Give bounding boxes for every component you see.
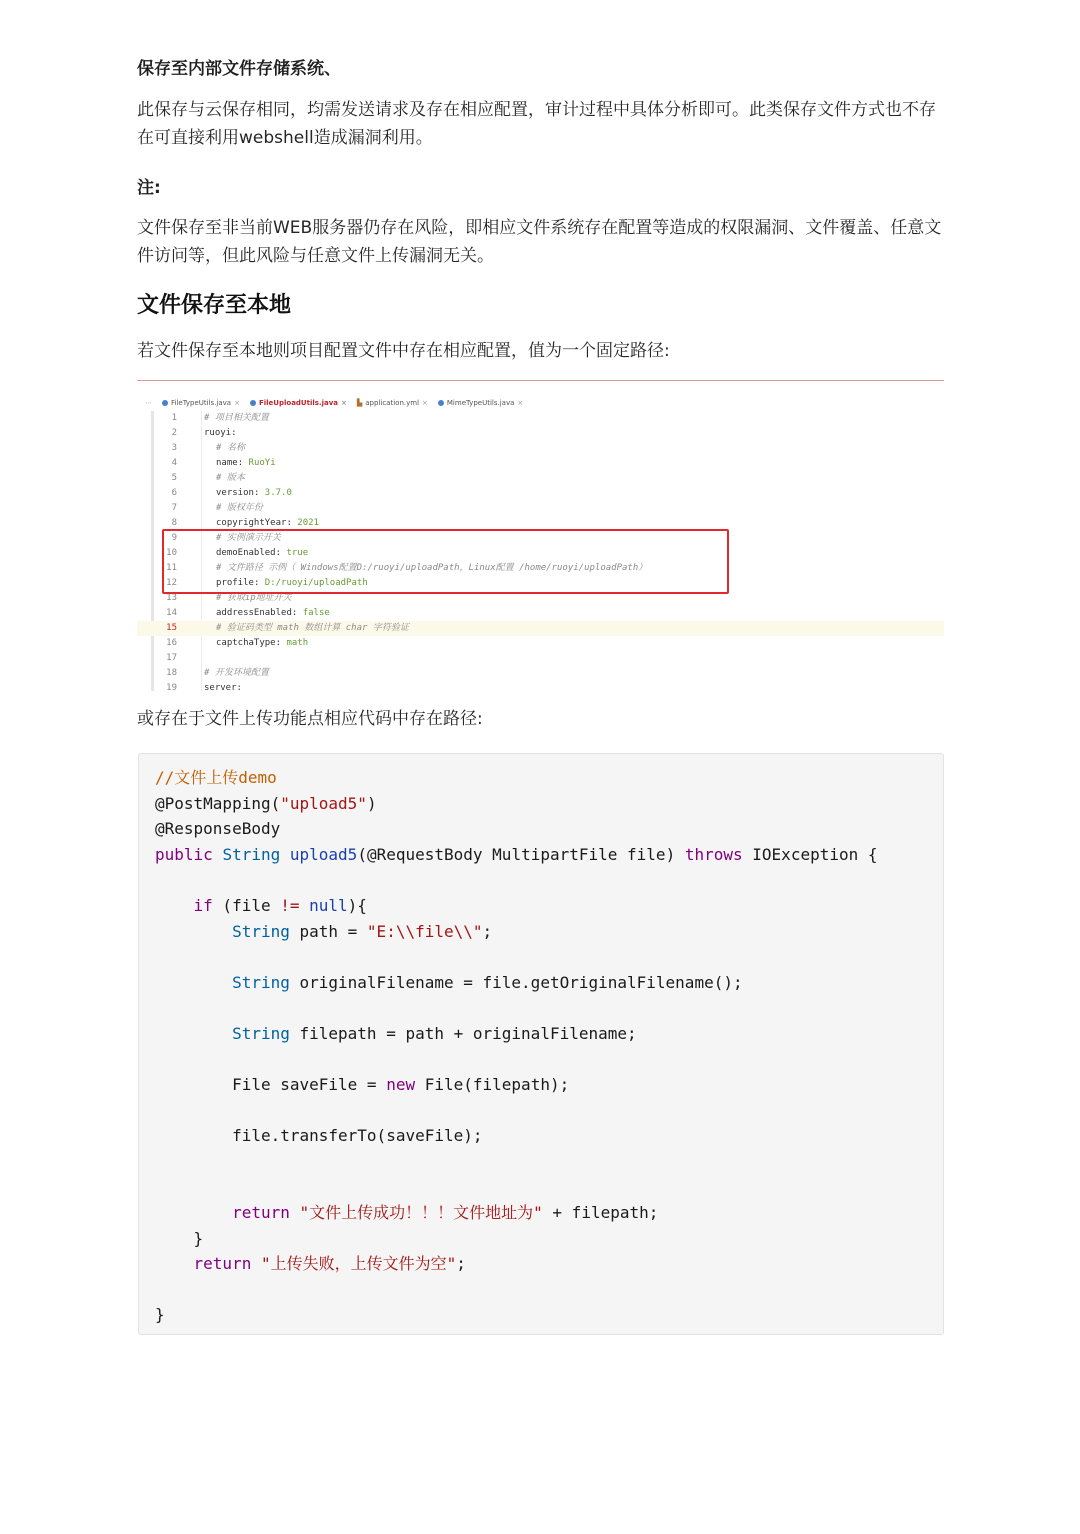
line-text: version: 3.7.0 — [216, 488, 292, 498]
string-literal: "上传失败，上传文件为空" — [260, 1254, 457, 1274]
string-literal: "E:\\file\\" — [366, 921, 483, 941]
code-token: file.transferTo(saveFile); — [232, 1126, 483, 1146]
code-token: File(filepath); — [415, 1075, 570, 1095]
code-token: } — [155, 1305, 165, 1325]
tab-bar-menu-icon: ⋯ — [145, 399, 152, 407]
keyword: return — [193, 1254, 252, 1274]
code-token: (file — [212, 895, 281, 915]
line-number: 13 — [166, 593, 177, 603]
close-icon[interactable]: × — [234, 399, 240, 407]
yaml-value: true — [286, 548, 309, 558]
yaml-value: math — [286, 638, 309, 648]
yaml-key: server: — [204, 683, 242, 691]
yaml-comment: # 名称 — [216, 443, 245, 453]
code-comment: //文件上传demo — [155, 768, 277, 787]
line-number: 5 — [171, 473, 177, 483]
code-token: } — [193, 1228, 204, 1248]
yaml-value: 3.7.0 — [264, 488, 292, 498]
tab-filetypeutils[interactable] — [162, 399, 240, 407]
yaml-comment: # 实例演示开关 — [216, 533, 281, 543]
yaml-comment: # 开发环境配置 — [204, 668, 269, 678]
line-text — [204, 621, 409, 636]
yaml-key: copyrightYear — [216, 518, 287, 528]
yaml-value: D:/ruoyi/uploadPath — [264, 578, 368, 588]
line-text: profile: D:/ruoyi/uploadPath — [216, 578, 368, 588]
java-class-icon — [250, 400, 256, 406]
code-line — [137, 441, 944, 456]
line-text: addressEnabled: false — [216, 608, 330, 618]
type-name: String — [222, 844, 281, 864]
keyword: public — [155, 844, 213, 864]
yaml-value: RuoYi — [248, 458, 276, 468]
string-literal: "文件上传成功！！！文件地址为" — [299, 1203, 543, 1223]
line-number: 10 — [166, 548, 177, 558]
code-token: ){ — [347, 895, 367, 915]
tab-fileuploadutils[interactable] — [250, 399, 347, 407]
code-line — [137, 411, 944, 426]
yaml-comment: # 版权年份 — [216, 503, 263, 513]
tab-mimetypeutils[interactable] — [438, 399, 523, 407]
code-line — [137, 636, 944, 651]
paragraph-risk: 文件保存至非当前WEB服务器仍存在风险，即相应文件系统存在配置等造成的权限漏洞、文件覆盖、任意文件访问等，但此风险与任意文件上传漏洞无关。 — [137, 218, 942, 266]
tab-label: MimeTypeUtils.java — [446, 399, 515, 407]
line-number: 19 — [166, 683, 177, 691]
code-content: //文件上传demo @PostMapping("upload5") @ResponseBody public String upload5(@RequestBody MultipartFile file) throws IOException { if (file != null){ String path = "E:\\file\\"; String originalFilename = file.getOriginalFilename(); String filepath = path + originalFilename; File saveFile = new File(filepath); file.transferTo(saveFile); return "文件上传成功！！！文件地址为" + filepath; } return "上传失败，上传文件为空"; } — [155, 768, 878, 1325]
ide-screenshot — [137, 380, 944, 691]
code-block — [138, 753, 944, 1335]
yaml-key: demoEnabled — [216, 548, 276, 558]
code-line — [137, 666, 944, 681]
type-name: String — [232, 1023, 290, 1043]
line-number: 12 — [166, 578, 177, 588]
tab-application-yml[interactable] — [357, 399, 428, 407]
yaml-comment: # 验证码类型 math 数组计算 char 字符验证 — [216, 623, 409, 633]
line-number: 16 — [166, 638, 177, 648]
yaml-value: 2021 — [297, 518, 319, 528]
line-text: name: RuoYi — [216, 458, 276, 468]
code-token: (@RequestBody MultipartFile file) — [357, 844, 676, 864]
yaml-value: false — [302, 608, 330, 618]
yaml-file-icon: ▙ — [356, 399, 363, 407]
tab-label: FileTypeUtils.java — [171, 399, 232, 407]
line-text: captchaType: math — [216, 638, 309, 648]
line-number: 9 — [171, 533, 177, 543]
yaml-key: name — [216, 458, 238, 468]
type-name: String — [232, 921, 290, 941]
close-icon[interactable]: × — [341, 399, 347, 407]
keyword: new — [386, 1075, 416, 1095]
java-class-icon — [438, 400, 444, 406]
code-line — [137, 501, 944, 516]
line-text — [204, 426, 237, 441]
yaml-key: ruoyi: — [204, 428, 237, 438]
code-token: IOException { — [752, 844, 878, 864]
section-heading-local-save: 文件保存至本地 — [137, 293, 292, 318]
yaml-comment: # 文件路径 示例（ Windows配置D:/ruoyi/uploadPath，Linux配置 /home/ruoyi/uploadPath） — [216, 563, 648, 573]
line-number: 4 — [171, 458, 177, 468]
line-number: 1 — [171, 413, 177, 423]
line-number: 2 — [171, 428, 177, 438]
line-text — [204, 441, 245, 456]
line-text — [204, 681, 242, 691]
paragraph-code-path: 或存在于文件上传功能点相应代码中存在路径: — [137, 709, 483, 729]
line-number: 18 — [166, 668, 177, 678]
close-icon[interactable]: × — [422, 399, 428, 407]
yaml-key: version — [216, 488, 254, 498]
yaml-key: profile — [216, 578, 254, 588]
yaml-key: addressEnabled — [216, 608, 292, 618]
note-label: 注: — [137, 178, 161, 198]
yaml-key: captchaType — [216, 638, 276, 648]
method-name: upload5 — [289, 844, 358, 864]
type-name: String — [232, 972, 290, 992]
keyword: if — [193, 895, 213, 915]
yaml-comment: # 获取ip地址开关 — [216, 593, 292, 603]
code-line — [137, 456, 944, 471]
keyword: null — [309, 895, 348, 915]
line-number: 6 — [171, 488, 177, 498]
section-heading-internal-storage: 保存至内部文件存储系统、 — [137, 59, 341, 79]
line-text: copyrightYear: 2021 — [216, 518, 319, 528]
code-line — [137, 681, 944, 691]
line-number: 8 — [171, 518, 177, 528]
code-line — [137, 621, 944, 636]
paragraph-config-path: 若文件保存至本地则项目配置文件中存在相应配置，值为一个固定路径: — [137, 341, 670, 361]
line-text — [204, 411, 269, 426]
yaml-comment: # 项目相关配置 — [204, 413, 269, 423]
line-number: 7 — [171, 503, 177, 513]
editor-tab-bar — [137, 395, 944, 411]
line-text: demoEnabled: true — [216, 548, 309, 558]
line-number: 11 — [166, 563, 177, 573]
code-token: filepath = path + originalFilename; — [289, 1023, 637, 1043]
keyword: throws — [684, 844, 743, 864]
code-line — [137, 426, 944, 441]
code-token: originalFilename = file.getOriginalFilename(); — [289, 972, 743, 992]
keyword: return — [232, 1203, 290, 1223]
close-icon[interactable]: × — [517, 399, 524, 407]
code-token: File saveFile = — [232, 1075, 387, 1095]
code-line — [137, 606, 944, 621]
annotation: @ResponseBody — [155, 819, 281, 839]
line-text — [204, 666, 269, 681]
code-token: + filepath; — [542, 1203, 659, 1223]
code-line — [137, 471, 944, 486]
code-line — [137, 486, 944, 501]
line-number: 3 — [171, 443, 177, 453]
string-literal: "upload5" — [280, 793, 367, 813]
line-text — [204, 501, 263, 516]
tab-label: application.yml — [365, 399, 420, 407]
operator: != — [280, 895, 300, 915]
paragraph-cloud-compare: 此保存与云保存相同，均需发送请求及存在相应配置，审计过程中具体分析即可。此类保存文件方式也不存在可直接利用webshell造成漏洞利用。 — [137, 100, 936, 148]
line-number: 14 — [166, 608, 177, 618]
annotation: @PostMapping( — [155, 793, 281, 813]
line-text — [204, 471, 245, 486]
tab-label: FileUploadUtils.java — [258, 399, 338, 407]
yaml-comment: # 版本 — [216, 473, 245, 483]
line-number: 15 — [166, 623, 177, 633]
code-line — [137, 651, 944, 666]
java-class-icon — [162, 400, 168, 406]
line-number: 17 — [166, 653, 177, 663]
code-token: path = — [289, 921, 367, 941]
code-token: ) — [366, 793, 377, 813]
highlight-box — [162, 529, 729, 594]
